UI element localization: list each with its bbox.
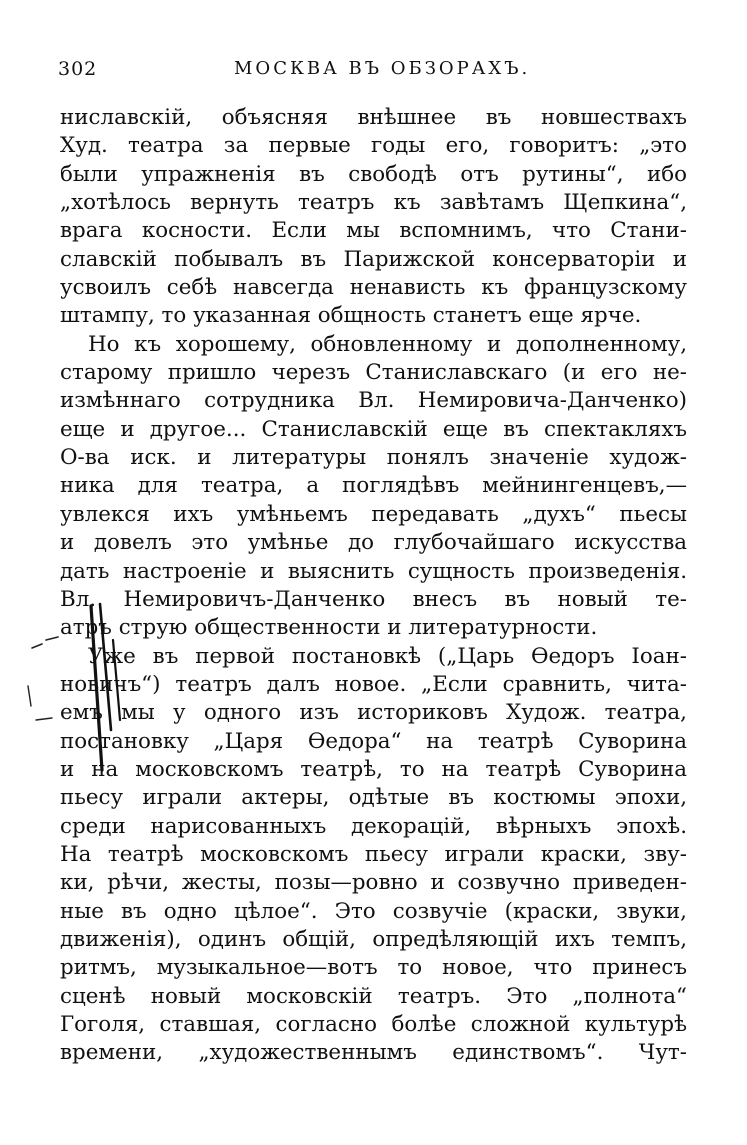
text-line: На театрѣ московскомъ пьесу играли краски, зву-: [60, 841, 687, 867]
text-line: Гоголя, ставшая, согласно болѣе сложной культурѣ: [60, 1012, 687, 1037]
text-line: врага косности. Если мы вспомнимъ, что Стани-: [60, 218, 687, 244]
text-line: Но къ хорошему, обновленному и дополненному,: [88, 331, 687, 357]
text-line: Уже въ первой постановкѣ („Царь Ѳедоръ Іоан-: [88, 643, 687, 669]
text-line: О-ва иск. и литературы понялъ значеніе худож-: [60, 445, 687, 471]
text-line: времени, „художественнымъ единствомъ“. Чут-: [60, 1040, 687, 1066]
text-line: ника для театра, а поглядѣвъ мейнингенцевъ,—: [60, 473, 687, 499]
text-line: измѣннаго сотрудника Вл. Немировича-Данченко): [60, 388, 687, 414]
text-line: среди нарисованныхъ декорацій, вѣрныхъ эпохѣ.: [60, 813, 687, 839]
body-text: [60, 104, 687, 1068]
text-line: увлекся ихъ умѣньемъ передавать „духъ“ пьесы: [60, 501, 687, 527]
text-line: старому пришло черезъ Станиславскаго (и его не-: [60, 360, 687, 386]
pencil-tick-icon: [32, 644, 42, 648]
text-line: славскій побывалъ въ Парижской консерваторіи и: [60, 246, 687, 272]
pencil-tick-icon: [46, 637, 58, 640]
page-header: [58, 58, 688, 88]
text-line: и на московскомъ театрѣ, то на театрѣ Суворина: [60, 756, 687, 782]
text-line: дать настроеніе и выяснить сущность произведенія.: [60, 558, 687, 584]
text-line: еще и другое... Станиславскій еще въ спектакляхъ: [60, 416, 687, 442]
text-line: штампу, то указанная общность станетъ еще ярче.: [60, 303, 642, 329]
running-title: МОСКВА ВЪ ОБЗОРАХЪ.: [234, 58, 531, 79]
text-line: емъ мы у одного изъ историковъ Худож. театра,: [60, 700, 687, 726]
pencil-tick-icon: [36, 718, 52, 720]
text-line: движенія), одинъ общій, опредѣляющій ихъ темпъ,: [60, 926, 687, 952]
text-line: новичъ“) театръ далъ новое. „Если сравнить, чита-: [60, 671, 687, 697]
text-line: были упражненія въ свободѣ отъ рутины“, ибо: [60, 161, 687, 187]
text-line: ритмъ, музыкальное—вотъ то новое, что принесъ: [60, 955, 687, 981]
text-line: усвоилъ себѣ навсегда ненависть къ французскому: [60, 275, 687, 301]
text-line: Худ. театра за первые годы его, говоритъ: „это: [60, 133, 687, 159]
text-line: Вл. Немировичъ-Данченко внесъ въ новый те-: [60, 586, 687, 612]
text-line: пьесу играли актеры, одѣтые въ костюмы эпохи,: [60, 785, 687, 811]
text-line: и довелъ это умѣнье до глубочайшаго искусства: [60, 530, 687, 556]
text-line: сценѣ новый московскій театръ. Это „полнота“: [60, 983, 687, 1009]
text-line: постановку „Царя Ѳедора“ на театрѣ Суворина: [60, 728, 687, 754]
text-line: ки, рѣчи, жесты, позы—ровно и созвучно приведен-: [60, 870, 687, 896]
pencil-tick-icon: [28, 686, 31, 706]
text-line: „хотѣлось вернуть театръ къ завѣтамъ Щепкина“,: [60, 190, 687, 216]
page-number: 302: [58, 58, 98, 80]
text-line: атръ струю общественности и литературности.: [60, 615, 598, 641]
text-line: ниславскій, объясняя внѣшнее въ новшествахъ: [60, 105, 687, 130]
text-line: ные въ одно цѣлое“. Это созвучіе (краски, звуки,: [60, 898, 687, 924]
